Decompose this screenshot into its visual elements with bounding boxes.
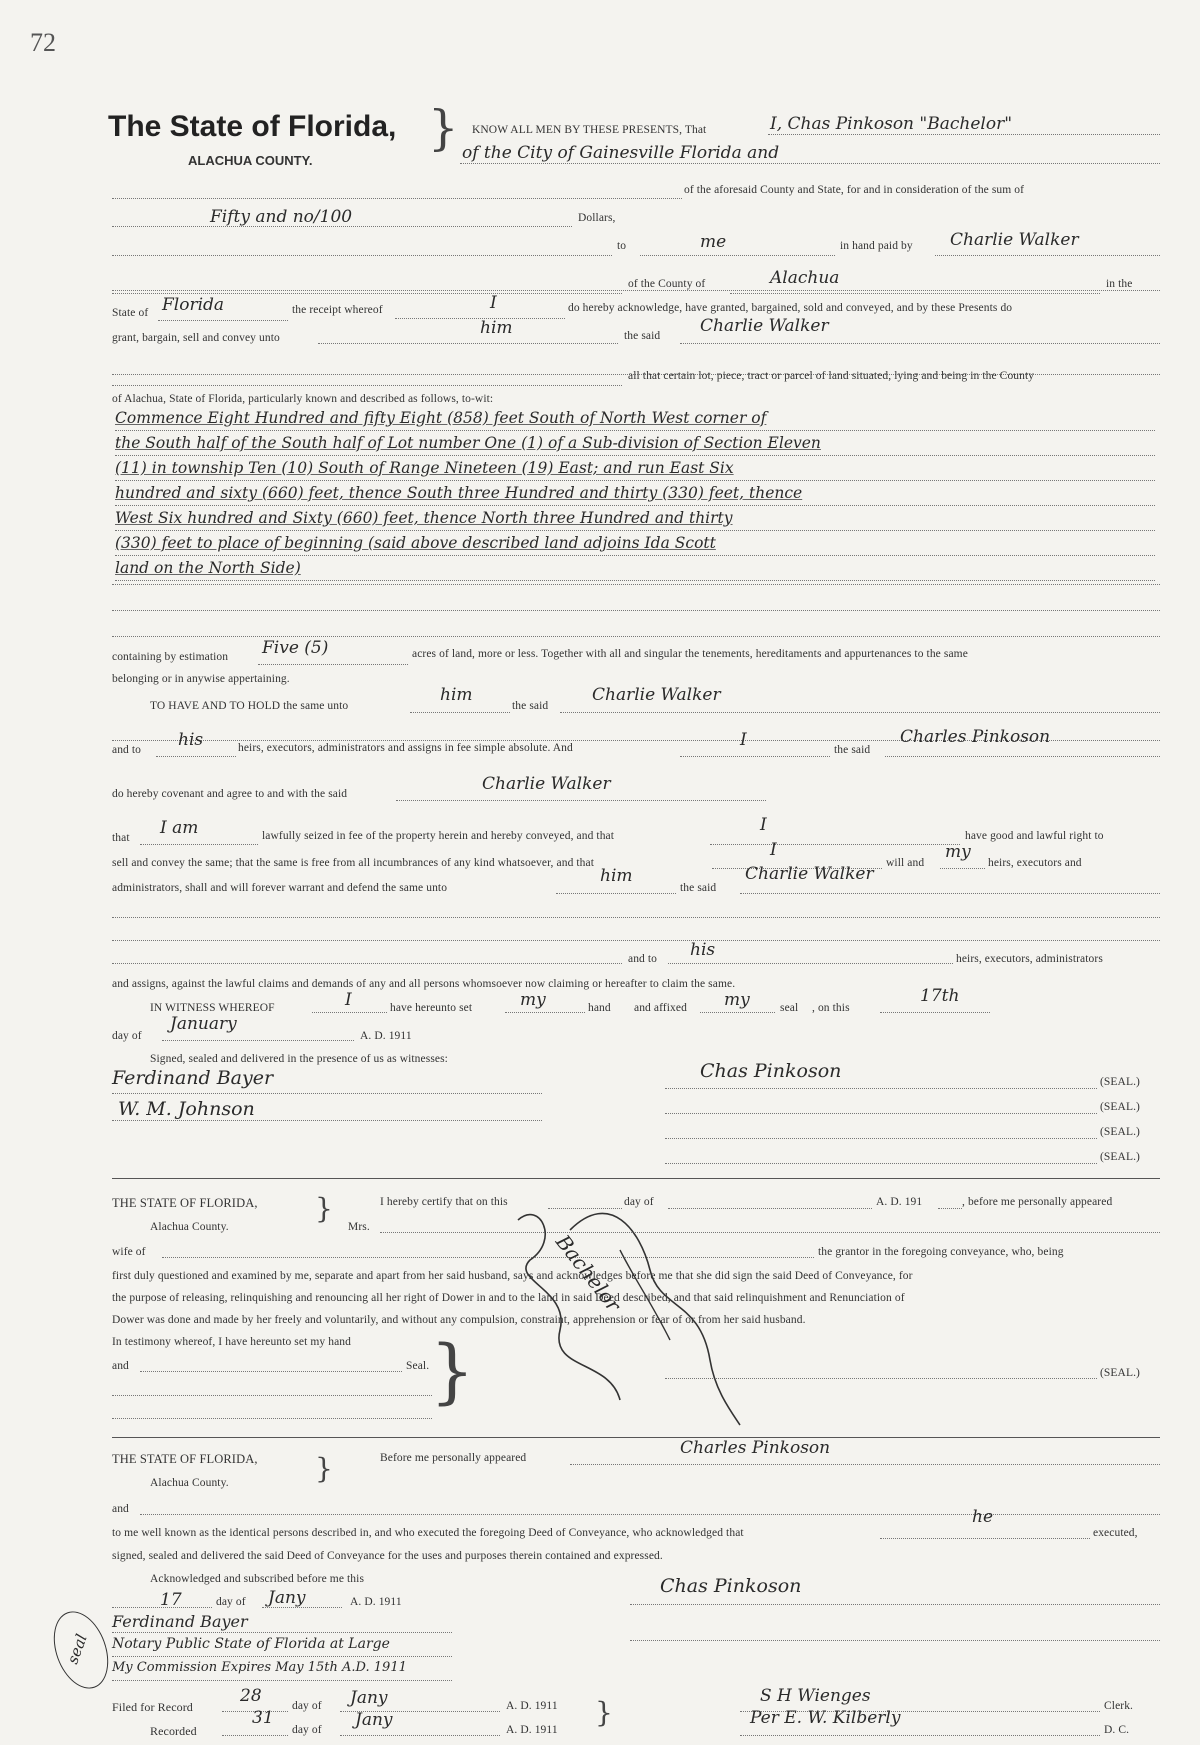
that-text: that xyxy=(112,832,130,844)
ack-day-of-text: day of xyxy=(216,1596,246,1608)
ack-and-text: and xyxy=(112,1503,129,1515)
seal-line-4 xyxy=(665,1163,1097,1164)
section-divider xyxy=(112,1437,1160,1438)
ack-sig-line xyxy=(630,1604,1160,1605)
testimony-text: In testimony whereof, I have hereunto set my hand xyxy=(112,1336,351,1348)
witness-my-handwritten: my xyxy=(520,990,546,1010)
of-county-text: of the County of xyxy=(628,278,706,290)
mrs-line xyxy=(380,1232,1160,1233)
dower-seal-word: Seal. xyxy=(406,1360,430,1372)
ack-county-text: Alachua County. xyxy=(150,1477,229,1489)
said3-handwritten: Charlie Walker xyxy=(745,864,874,884)
county-line xyxy=(730,293,1100,294)
grantee-line xyxy=(935,255,1160,256)
filed-day-of-text: day of xyxy=(292,1700,322,1712)
his-line xyxy=(156,756,236,757)
filed-month-handwritten: Jany xyxy=(350,1688,388,1708)
and-to2-text: and to xyxy=(628,953,658,965)
heirs-text: heirs, executors, administrators and assigns in fee simple absolute. And xyxy=(238,742,573,754)
state-title: The State of Florida, xyxy=(108,110,397,143)
notary1-handwritten: Ferdinand Bayer xyxy=(112,1612,248,1631)
line xyxy=(112,636,1160,637)
line xyxy=(112,198,682,199)
witness-my2-line xyxy=(700,1012,775,1013)
seal-line-1 xyxy=(665,1088,1097,1089)
rec-day-handwritten: 31 xyxy=(252,1708,274,1728)
seal-label-2: (SEAL.) xyxy=(1100,1101,1140,1113)
certify-text: I hereby certify that on this xyxy=(380,1196,508,1208)
i-am-handwritten: I am xyxy=(160,818,199,838)
him-line xyxy=(556,893,676,894)
dower-line3: Dower was done and made by her freely and voluntarily, and without any compulsion, constraint, apprehension or fear of or from her said husband. xyxy=(112,1314,806,1326)
grantee-handwritten: Charlie Walker xyxy=(950,230,1079,250)
dc-handwritten: Per E. W. Kilberly xyxy=(750,1708,901,1728)
notary-line-1 xyxy=(112,1632,452,1633)
hand-text: hand xyxy=(588,1002,611,1014)
description-line: West Six hundred and Sixty (660) feet, thence North three Hundred and thirty xyxy=(115,506,1155,531)
seal-label-1: (SEAL.) xyxy=(1100,1076,1140,1088)
dower-brace-large: } xyxy=(430,1330,475,1412)
his-handwritten: his xyxy=(178,730,204,750)
ack-state-text: THE STATE OF FLORIDA, xyxy=(112,1452,258,1466)
dower-and-line xyxy=(140,1371,402,1372)
all-certain-text: all that certain lot, piece, tract or parcel of land situated, lying and being in the County xyxy=(628,370,1035,382)
rec-brace: } xyxy=(595,1696,613,1729)
property-description xyxy=(115,406,1155,581)
ack-day-handwritten: 17 xyxy=(160,1590,182,1610)
dower-line1: first duly questioned and examined by me, separate and apart from her said husband, says and acknowledges before me that she did sign the said Deed of Conveyance, for xyxy=(112,1270,913,1282)
grantor-line xyxy=(768,134,1160,135)
dollars-text: Dollars, xyxy=(578,212,616,224)
dower-line-a xyxy=(112,1395,432,1396)
witness-line-b xyxy=(112,1093,542,1094)
receipt-handwritten: I xyxy=(490,293,497,313)
ack-name-handwritten: Charles Pinkoson xyxy=(680,1438,831,1458)
and-i-handwritten: I xyxy=(740,730,747,750)
paid-by-text: in hand paid by xyxy=(840,240,913,252)
said-handwritten: Charlie Walker xyxy=(700,316,829,336)
county-handwritten: Alachua xyxy=(770,268,840,288)
appertaining-text: belonging or in anywise appertaining. xyxy=(112,673,290,685)
bachelor-scrawl xyxy=(500,1190,760,1430)
ack-month-line xyxy=(262,1607,342,1608)
month-line xyxy=(162,1040,354,1041)
line xyxy=(112,584,1160,585)
i-am-line xyxy=(140,844,258,845)
in-witness-text: IN WITNESS WHEREOF xyxy=(150,1002,275,1014)
containing-rest-text: acres of land, more or less. Together with all and singular the tenements, hereditaments and appurtenances to the same xyxy=(412,648,968,660)
my-line xyxy=(940,868,985,869)
heirs2-text: heirs, executors and xyxy=(988,857,1082,869)
to-text: to xyxy=(617,240,627,252)
rec-day-line xyxy=(222,1735,288,1736)
witness-i-line xyxy=(312,1012,387,1013)
containing-text: containing by estimation xyxy=(112,651,229,663)
filed-ad-text: A. D. 1911 xyxy=(506,1700,558,1712)
dower-line2: the purpose of releasing, relinquishing and renouncing all her right of Dower in and to the land in said Deed described, and that said relinquishment and Renunciation of xyxy=(112,1292,905,1304)
habendum-unto-line xyxy=(410,712,510,713)
habendum-unto-handwritten: him xyxy=(440,685,473,705)
state-of-text: State of xyxy=(112,307,149,319)
acres-line xyxy=(258,664,408,665)
ack-ad-text: A. D. 1911 xyxy=(350,1596,402,1608)
signed-line-text: signed, sealed and delivered the said Deed of Conveyance for the uses and purposes therein contained and expressed. xyxy=(112,1550,663,1562)
dower-day-of-text: day of xyxy=(624,1196,654,1208)
to-line xyxy=(640,255,835,256)
description-line: Commence Eight Hundred and fifty Eight (858) feet South of North West corner of xyxy=(115,406,1155,431)
witness2-handwritten: W. M. Johnson xyxy=(118,1098,255,1120)
rec-month-handwritten: Jany xyxy=(355,1710,393,1730)
known-text: to me well known as the identical persons described in, and who executed the foregoing Deed of Conveyance, who acknowledged that xyxy=(112,1527,744,1539)
county-title: ALACHUA COUNTY. xyxy=(188,153,313,168)
witness-ad-text: A. D. 1911 xyxy=(360,1030,412,1042)
dower-ad-text: A. D. 191 xyxy=(876,1196,923,1208)
amount-line xyxy=(112,226,572,227)
receipt-text: the receipt whereof xyxy=(292,304,383,316)
clerk-handwritten: S H Wienges xyxy=(760,1686,871,1706)
witness-day-handwritten: 17th xyxy=(920,986,960,1006)
clerk-text: Clerk. xyxy=(1104,1700,1134,1712)
day-of-text: day of xyxy=(112,1030,142,1042)
seal-label-4: (SEAL.) xyxy=(1100,1151,1140,1163)
mrs-text: Mrs. xyxy=(348,1221,370,1233)
line xyxy=(112,917,1160,918)
administrators-text: administrators, shall and will forever warrant and defend the same unto xyxy=(112,882,448,894)
grantor-name-line xyxy=(885,756,1160,757)
have-hereunto-text: have hereunto set xyxy=(390,1002,473,1014)
description-line: land on the North Side) xyxy=(115,556,1155,581)
unto-handwritten: him xyxy=(480,318,513,338)
he-line xyxy=(880,1538,1090,1539)
section-divider xyxy=(112,1178,1160,1179)
seal-line-2 xyxy=(665,1113,1097,1114)
and-affixed-text: and affixed xyxy=(634,1002,687,1014)
dower-line-b xyxy=(112,1418,432,1419)
ack-and-line xyxy=(140,1514,1160,1515)
acknowledged-text: Acknowledged and subscribed before me this xyxy=(150,1573,365,1585)
seized-text: lawfully seized in fee of the property herein and hereby conveyed, and that xyxy=(262,830,615,842)
grantor-city-line xyxy=(460,163,1160,164)
dc-line xyxy=(740,1735,1100,1736)
the-said-text: the said xyxy=(624,330,661,342)
witness-my2-handwritten: my xyxy=(724,990,750,1010)
rec-ad-text: A. D. 1911 xyxy=(506,1724,558,1736)
grantor-handwritten: I, Chas Pinkoson "Bachelor" xyxy=(770,114,1013,134)
said-line xyxy=(680,343,1160,344)
bachelor-handwritten: Bachelor xyxy=(551,1230,626,1317)
will-and-text: will and xyxy=(886,857,925,869)
executed-text: executed, xyxy=(1093,1527,1138,1539)
presents-text: KNOW ALL MEN BY THESE PRESENTS, That xyxy=(472,124,707,136)
seal-on-text: seal xyxy=(780,1002,799,1014)
of-alachua-text: of Alachua, State of Florida, particularly known and described as follows, to-wit: xyxy=(112,393,494,405)
line xyxy=(112,963,622,964)
seal-label-3: (SEAL.) xyxy=(1100,1126,1140,1138)
i2-line xyxy=(710,844,960,845)
month-handwritten: January xyxy=(170,1014,237,1034)
state-handwritten: Florida xyxy=(162,295,225,315)
dower-county-text: Alachua County. xyxy=(150,1221,229,1233)
line xyxy=(112,940,1160,941)
sell-convey-text: sell and convey the same; that the same is free from all incumbrances of any kind whatsoever, and that xyxy=(112,857,595,869)
dower-seal-label: (SEAL.) xyxy=(1100,1367,1140,1379)
seal-line-3 xyxy=(665,1138,1097,1139)
habendum-the-said-text: the said xyxy=(512,700,549,712)
ack-sig-handwritten: Chas Pinkoson xyxy=(660,1575,802,1597)
covenant-line xyxy=(396,800,766,801)
description-line: hundred and sixty (660) feet, thence South three Hundred and thirty (330) feet, thence xyxy=(115,481,1155,506)
witness-my-line xyxy=(505,1012,585,1013)
him-handwritten: him xyxy=(600,866,633,886)
wife-of-text: wife of xyxy=(112,1246,146,1258)
the-said2-text: the said xyxy=(834,744,871,756)
recorded-text: Recorded xyxy=(150,1724,197,1738)
description-line: (11) in township Ten (10) South of Range Nineteen (19) East; and run East Six xyxy=(115,456,1155,481)
notary-line-3 xyxy=(112,1680,452,1681)
witness1-handwritten: Ferdinand Bayer xyxy=(112,1067,274,1089)
state-line xyxy=(158,320,288,321)
his2-handwritten: his xyxy=(690,940,716,960)
the-said3-text: the said xyxy=(680,882,717,894)
acres-handwritten: Five (5) xyxy=(262,638,329,658)
header-brace: } xyxy=(428,100,459,156)
line xyxy=(112,290,1160,291)
good-right-text: have good and lawful right to xyxy=(965,830,1104,842)
signed-text: Signed, sealed and delivered in the presence of us as witnesses: xyxy=(150,1053,448,1065)
covenant-text: do hereby covenant and agree to and with the said xyxy=(112,788,348,800)
ack-sig-line-2 xyxy=(630,1640,1160,1641)
amount-handwritten: Fifty and no/100 xyxy=(210,207,353,227)
acknowledge-text: do hereby acknowledge, have granted, bargained, sold and conveyed, and by these Presents do xyxy=(568,302,1013,314)
notary-seal-handwritten: seal xyxy=(63,1631,91,1667)
heirs3-text: heirs, executors, administrators xyxy=(956,953,1103,965)
dower-year-line xyxy=(938,1208,962,1209)
notary2-handwritten: Notary Public State of Florida at Large xyxy=(112,1636,390,1652)
ack-month-handwritten: Jany xyxy=(268,1588,306,1608)
description-line: (330) feet to place of beginning (said above described land adjoins Ida Scott xyxy=(115,531,1155,556)
dc-text: D. C. xyxy=(1104,1724,1130,1736)
grantor-city-handwritten: of the City of Gainesville Florida and xyxy=(462,143,780,163)
before-me-text: , before me personally appeared xyxy=(962,1196,1113,1208)
ack-day-line xyxy=(112,1607,212,1608)
witness-day-line xyxy=(880,1012,990,1013)
in-the-text: in the xyxy=(1106,278,1133,290)
grantor-name-handwritten: Charles Pinkoson xyxy=(900,727,1051,747)
signer-handwritten: Chas Pinkoson xyxy=(700,1060,842,1082)
i3-handwritten: I xyxy=(770,840,777,860)
his2-line xyxy=(668,963,953,964)
unto-line xyxy=(318,343,618,344)
witness-line-a xyxy=(112,1120,542,1121)
grant-line-text: grant, bargain, sell and convey unto xyxy=(112,332,280,344)
line xyxy=(112,385,622,386)
covenant-handwritten: Charlie Walker xyxy=(482,774,611,794)
he-handwritten: he xyxy=(972,1507,994,1527)
description-line: the South half of the South half of Lot number One (1) of a Sub-division of Section Eleven xyxy=(115,431,1155,456)
dower-brace: } xyxy=(315,1192,333,1225)
i2-handwritten: I xyxy=(760,815,767,835)
line xyxy=(112,293,622,294)
dower-state-text: THE STATE OF FLORIDA, xyxy=(112,1196,258,1210)
filed-day-handwritten: 28 xyxy=(240,1686,262,1706)
said3-line xyxy=(740,893,1160,894)
on-this-text: , on this xyxy=(812,1002,850,1014)
aforesaid-text: of the aforesaid County and State, for and in consideration of the sum of xyxy=(684,184,1025,196)
assigns-text: and assigns, against the lawful claims and demands of any and all persons whomsoever now claiming or hereafter to claim the same. xyxy=(112,978,736,990)
and-to-text: and to xyxy=(112,744,142,756)
ack-name-line xyxy=(570,1464,1160,1465)
witness-i-handwritten: I xyxy=(345,990,352,1010)
filed-text: Filed for Record xyxy=(112,1700,193,1714)
and-i-line xyxy=(680,756,830,757)
page-number: 72 xyxy=(30,28,56,57)
rec-day-of-text: day of xyxy=(292,1724,322,1736)
my-handwritten: my xyxy=(945,842,971,862)
rec-month-line xyxy=(340,1735,500,1736)
habendum-said-handwritten: Charlie Walker xyxy=(592,685,721,705)
ack-brace: } xyxy=(315,1452,333,1485)
to-handwritten: me xyxy=(700,232,727,252)
line xyxy=(112,610,1160,611)
ack-before-text: Before me personally appeared xyxy=(380,1452,527,1464)
line xyxy=(112,255,612,256)
dower-and-text: and xyxy=(112,1360,129,1372)
habendum-said-line xyxy=(560,712,1160,713)
notary-line-2 xyxy=(112,1656,452,1657)
grantor-text: the grantor in the foregoing conveyance, who, being xyxy=(818,1246,1064,1258)
notary3-handwritten: My Commission Expires May 15th A.D. 1911 xyxy=(112,1660,407,1675)
to-have-text: TO HAVE AND TO HOLD the same unto xyxy=(150,700,349,712)
